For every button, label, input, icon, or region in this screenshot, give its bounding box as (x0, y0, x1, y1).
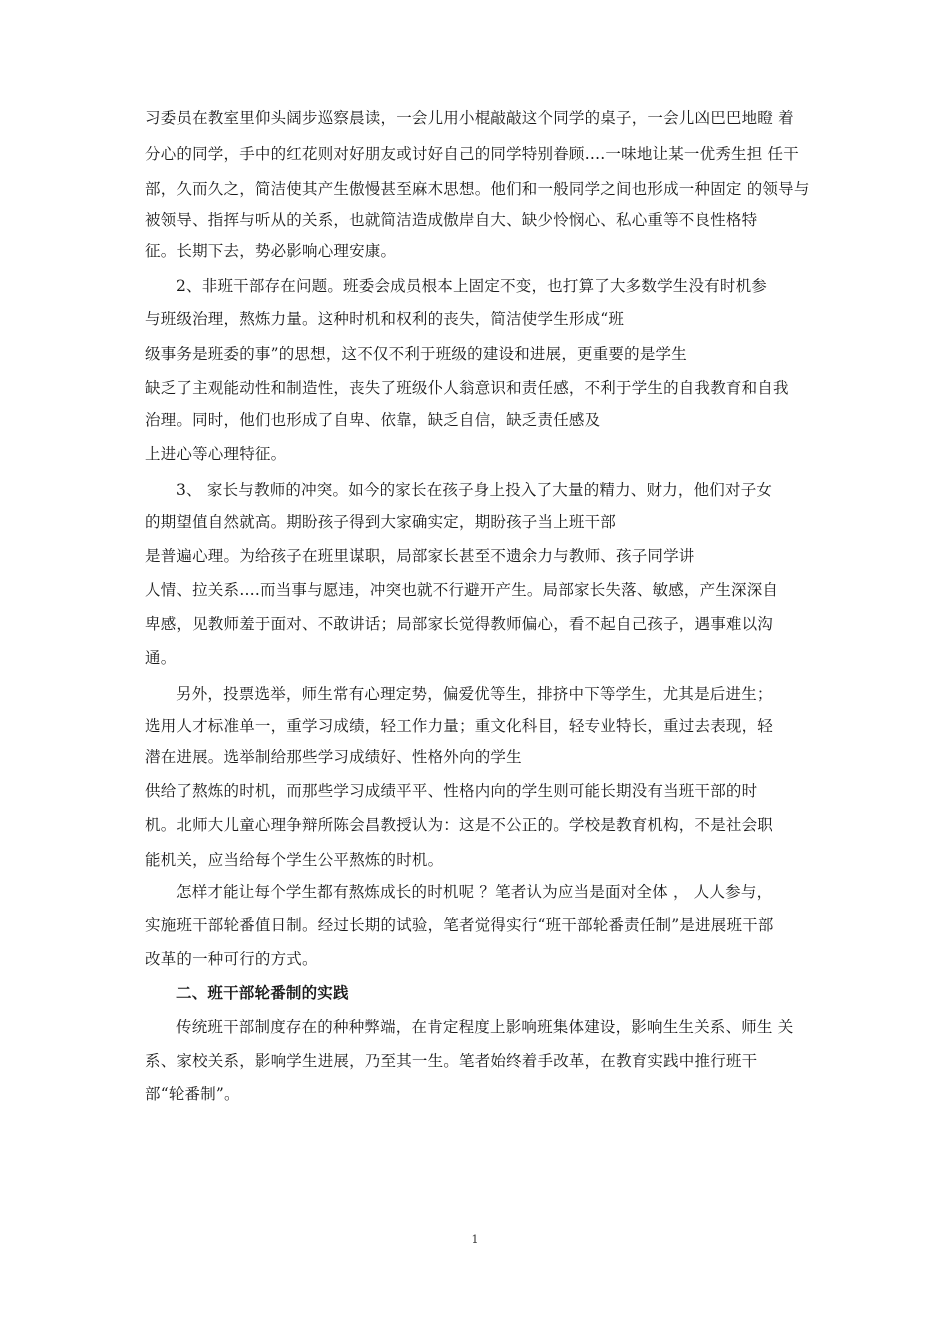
section-heading: 二、班干部轮番制的实践 (176, 983, 349, 1002)
text-line: 供给了熬炼的时机，而那些学习成绩平平、性格内向的学生则可能长期没有当班干部的时 (145, 782, 758, 800)
text-line: 治理。同时，他们也形成了自卑、依靠，缺乏自信，缺乏责任感及 (145, 411, 601, 429)
text-line: 系、家校关系，影响学生进展，乃至其一生。笔者始终着手改革，在教育实践中推行班干 (145, 1052, 758, 1070)
text-line: 缺乏了主观能动性和制造性，丧失了班级仆人翁意识和责任感，不利于学生的自我教育和自我 (145, 379, 789, 397)
text-line: 级事务是班委的事”的思想，这不仅不利于班级的建设和进展，更重要的是学生 (145, 345, 687, 363)
text-line: 机。北师大儿童心理争辩所陈会昌教授认为：这是不公正的。学校是教育机构，不是社会职 (145, 816, 774, 834)
text-line: 分心的同学，手中的红花则对好朋友或讨好自己的同学特别眷顾….一味地让某一优秀生担 任干 (145, 145, 799, 163)
text-line: 征。长期下去，势必影响心理安康。 (145, 242, 397, 260)
text-line: 是普遍心理。为给孩子在班里谋职，局部家长甚至不遗余力与教师、孩子同学讲 (145, 547, 695, 565)
text-line: 与班级治理，熬炼力量。这种时机和权利的丧失，简洁使学生形成“班 (145, 310, 625, 328)
text-line: 通。 (145, 649, 177, 667)
page-number: 1 (471, 1233, 479, 1246)
text-line: 人情、拉关系….而当事与愿违，冲突也就不行避开产生。局部家长失落、敏感，产生深深自 (145, 581, 779, 599)
text-line: 的期望值自然就高。期盼孩子得到大家确实定，期盼孩子当上班干部 (145, 513, 617, 531)
text-line: 选用人才标准单一，重学习成绩，轻工作力量；重文化科目，轻专业特长，重过去表现，轻 (145, 717, 774, 735)
text-line: 上进心等心理特征。 (145, 445, 287, 463)
text-line: 改革的一种可行的方式。 (145, 950, 318, 968)
text-line: 部，久而久之，简洁使其产生傲慢甚至麻木思想。他们和一般同学之间也形成一种固定 的领导与 (145, 180, 810, 198)
text-line: 潜在进展。选举制给那些学习成绩好、性格外向的学生 (145, 748, 522, 766)
text-line: 被领导、指挥与听从的关系，也就简洁造成傲岸自大、缺少怜悯心、私心重等不良性格特 (145, 211, 758, 229)
text-line: 习委员在教室里仰头阔步巡察晨读，一会儿用小棍敲敲这个同学的桌子，一会儿凶巴巴地瞪 着 (145, 109, 794, 127)
text-line: 2、非班干部存在问题。班委会成员根本上固定不变，也打算了大多数学生没有时机参 (176, 277, 767, 295)
text-line: 怎样才能让每个学生都有熬炼成长的时机呢 ？笔者认为应当是面对全体 ， 人人参与， (176, 883, 773, 901)
text-line: 部“轮番制”。 (145, 1085, 240, 1103)
text-line: 传统班干部制度存在的种种弊端，在肯定程度上影响班集体建设，影响生生关系、师生 关 (176, 1018, 794, 1036)
text-line: 另外，投票选举，师生常有心理定势，偏爱优等生，排挤中下等学生，尤其是后进生； (176, 685, 773, 703)
text-line: 能机关，应当给每个学生公平熬炼的时机。 (145, 851, 444, 869)
text-line: 实施班干部轮番值日制。经过长期的试验，笔者觉得实行“班干部轮番责任制”是进展班干部 (145, 916, 774, 934)
text-line: 卑感，见教师羞于面对、不敢讲话；局部家长觉得教师偏心，看不起自己孩子，遇事难以沟 (145, 615, 774, 633)
text-line: 3、 家长与教师的冲突。如今的家长在孩子身上投入了大量的精力、财力，他们对子女 (176, 481, 773, 499)
